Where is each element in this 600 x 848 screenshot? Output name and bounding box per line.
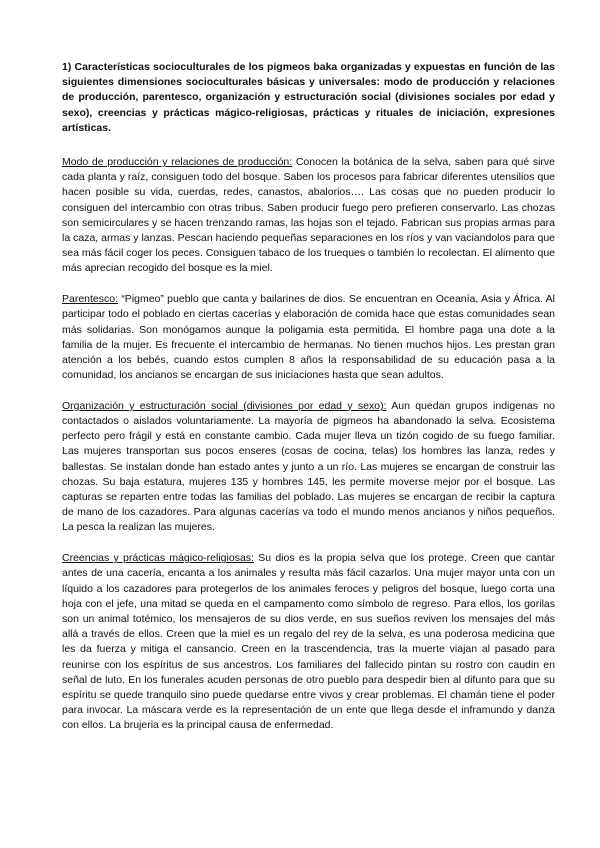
section-title: Modo de producción y relaciones de producción: xyxy=(62,156,293,169)
section-body: Su dios es la propia selva que los protege. Creen que cantar antes de una cacería, encanta a los animales y resulta más fácil cazarlos. Una mujer mayor unta con un líquido a los cazadores para protegerlos de los animales feroces y peligros del bosque, luego corta una hoja con el jefe, una mitad se queda en el campamento como símbolo de regreso. Para ellos, los gorilas son un animal totémico, los mensajeros de su dios verde, en sus sueños reviven los mensajes del más allá a través de ellos. Creen que la miel es un regalo del rey de la selva, es una poderosa medicina que les da fuerza y mitiga el cansancio. Creen en la trascendencia, tras la muerte viajan al pasado para reunirse con los espíritus de sus ancestros. Los familiares del fallecido pintan su rostro con caudin en señal de luto. En los funerales acuden personas de otro pueblo para despedir bien al difunto para que su espíritu se quede tranquilo sino puede quedarse entre vivos y crear problemas. El chamán tiene el poder para invocar. La máscara verde es la representación de un ente que llega desde el inframundo y danza con ellos. La brujeria es la principal causa de enfermedad. xyxy=(62,552,555,732)
section-title: Organización y estructuración social (divisiones por edad y sexo): xyxy=(62,399,387,412)
section-modo-produccion xyxy=(62,155,555,277)
section-creencias xyxy=(62,551,555,733)
section-body: Conocen la botánica de la selva, saben para qué sirve cada planta y raíz, consiguen todo del bosque. Saben los procesos para fabricar diferentes utensilios que hacen posible su vida, cuerdas, redes, canastos, abalorios…. Las cosas que no pueden producir lo consiguen del intercambio con otras tribus. Saben producir fuego pero prefieren conservarlo. Las chozas son semicirculares y se hacen trenzando ramas, las hojas son el tejado. Fabrican sus propias armas para la caza, armas y lanzas. Pescan haciendo pequeñas separaciones en los ríos y van vaciandolos para que sea más fácil coger los peces. Consiguen tabaco de los trueques o también lo recolectan. El alimento que más aprecian recogido del bosque es la miel. xyxy=(62,156,556,275)
section-organizacion-social xyxy=(62,399,555,536)
section-body: “Pigmeo” pueblo que canta y bailarines de dios. Se encuentran en Oceanía, Asia y África. Al participar todo el poblado en ciertas cacerías y elaboración de comida hace que estas comunidades sean más solidarias. Son monógamos aunque la poligamia esta permitida. El hombre paga una dote a la familia de la mujer. Es frecuente el intercambio de hermanas. No tienen muchos hijos. Les prestan gran atención a los bebés, cuando estos cumplen 8 años la responsabilidad de su educación pasa a la comunidad, los ancianos se encargan de sus iniciaciones hasta que sean adultos. xyxy=(62,293,555,382)
section-body: Aun quedan grupos indigenas no contactados o aislados voluntariamente. La mayoría de pigmeos ha abandonado la selva. Ecosistema perfecto pero frágil y está en constante cambio. Cada mujer lleva un tizón cogido de su fuego familiar. Las mujeres transportan sus pocos enseres (cosas de cocina, telas) los hombres las lanza, redes y ballestas. Se instalan donde han estado antes y junto a un río. Las mujeres se encargan de construir las chozas. Su baja estatura, mujeres 135 y hombres 145, les permite moverse mejor por el bosque. Las capturas se reparten entre todas las familias del poblado. Las mujeres se encargan de recibir la captura de mano de los cazadores. Para algunas cacerías va todo el mundo menos ancianos y niños pequeños. La pesca la realizan las mujeres. xyxy=(62,399,556,534)
document-heading: 1) Características socioculturales de los pigmeos baka organizadas y expuestas en función de las siguientes dimensiones socioculturales básicas y universales: modo de producción y relaciones de producción, parentesco, organización y estructuración social (divisiones sociales por edad y sexo), creencias y prácticas mágico-religiosas, prácticas y rituales de iniciación, expresiones artísticas. xyxy=(62,61,555,134)
document-page xyxy=(62,60,555,749)
section-title: Creencias y prácticas mágico-religiosas: xyxy=(62,552,254,565)
section-parentesco xyxy=(62,292,555,383)
section-title: Parentesco: xyxy=(62,293,119,306)
